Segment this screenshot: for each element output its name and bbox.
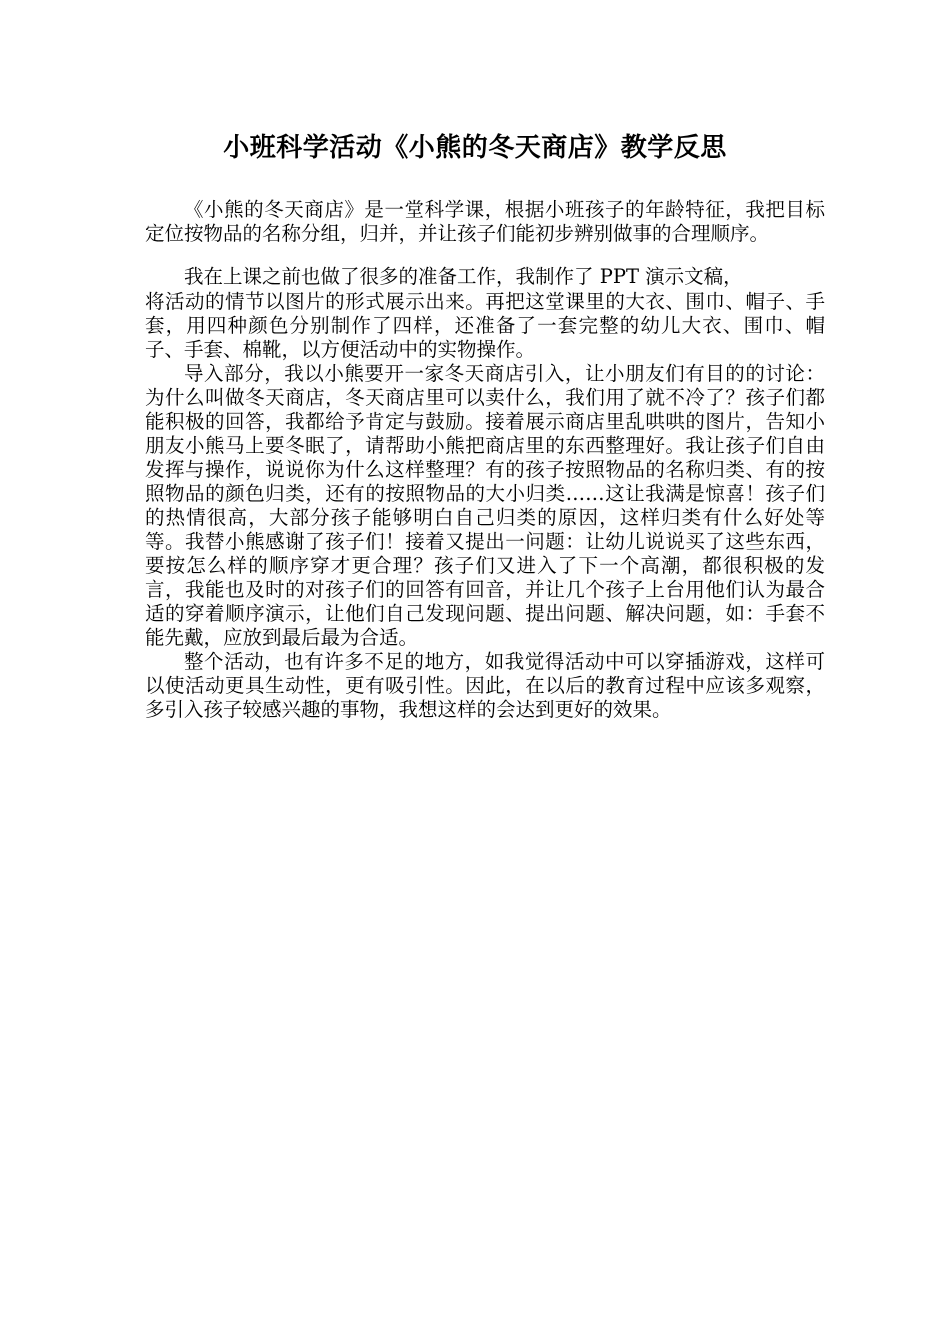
document-title: 小班科学活动《小熊的冬天商店》教学反思 [223, 133, 727, 163]
paragraph-reflection: 整个活动，也有许多不足的地方，如我觉得活动中可以穿插游戏，这样可以使活动更具生动性，更有吸引性。因此，在以后的教育过程中应该多观察，多引入孩子较感兴趣的事物，我想这样的会达到更好的效果。 [145, 650, 825, 721]
paragraph-introduction-part: 导入部分，我以小熊要开一家冬天商店引入，让小朋友们有目的的讨论：为什么叫做冬天商店，冬天商店里可以卖什么，我们用了就不冷了？孩子们都能积极的回答，我都给予肯定与鼓励。接着展示商店里乱哄哄的图片，告知小朋友小熊马上要冬眠了，请帮助小熊把商店里的东西整理好。我让孩子们自由发挥与操作，说说你为什么这样整理？有的孩子按照物品的名称归类、有的按照物品的颜色归类，还有的按照物品的大小归类……这让我满是惊喜！孩子们的热情很高，大部分孩子能够明白自己归类的原因，这样归类有什么好处等等。我替小熊感谢了孩子们！接着又提出一问题：让幼儿说说买了这些东西，要按怎么样的顺序穿才更合理？孩子们又进入了下一个高潮，都很积极的发言，我能也及时的对孩子们的回答有回音，并让几个孩子上台用他们认为最合适的穿着顺序演示，让他们自己发现问题、提出问题、解决问题，如：手套不能先戴，应放到最后最为合适。 [145, 362, 825, 649]
paragraph-preparation-first-line: 我在上课之前也做了很多的准备工作，我制作了 PPT 演示文稿， [184, 265, 743, 288]
paragraph-preparation-continued: 将活动的情节以图片的形式展示出来。再把这堂课里的大衣、围巾、帽子、手套，用四种颜色分别制作了四样，还准备了一套完整的幼儿大衣、围巾、帽子、手套、棉靴，以方便活动中的实物操作。 [145, 290, 825, 361]
document-body [145, 198, 825, 722]
paragraph-intro: 《小熊的冬天商店》是一堂科学课，根据小班孩子的年龄特征，我把目标定位按物品的名称分组，归并，并让孩子们能初步辨别做事的合理顺序。 [145, 198, 825, 245]
